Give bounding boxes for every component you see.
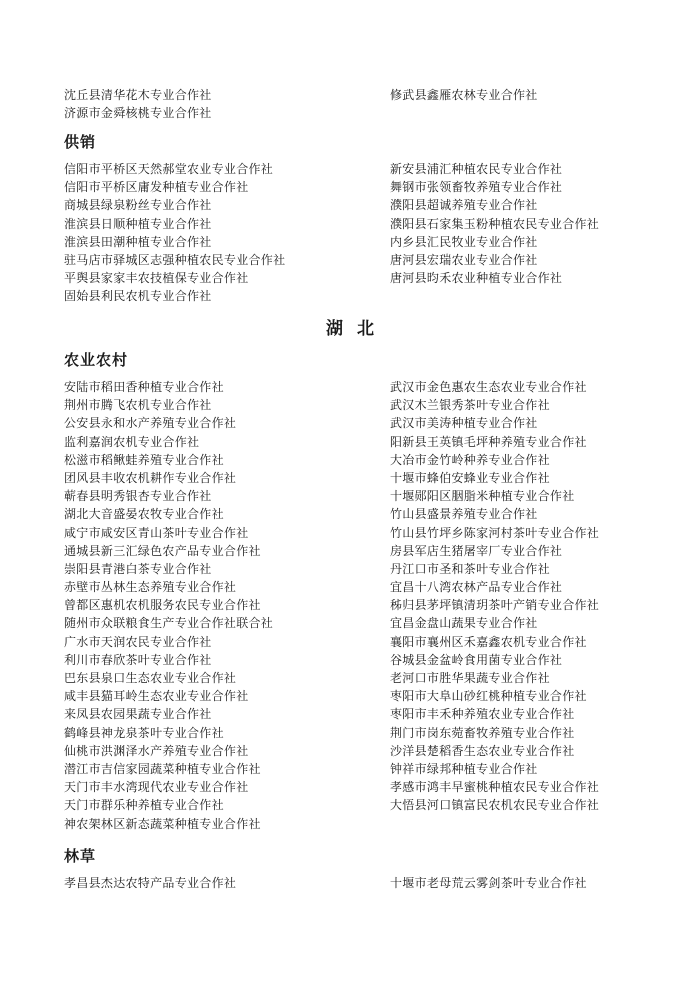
cooperative-name: 沙洋县楚稻香生态农业专业合作社 — [390, 743, 575, 758]
cooperative-name: 竹山县竹坪乡陈家河村茶叶专业合作社 — [390, 525, 600, 540]
cooperative-name: 咸丰县猫耳岭生态农业专业合作社 — [64, 689, 249, 704]
cooperative-name: 枣阳市丰禾种养殖农业专业合作社 — [390, 707, 575, 722]
cooperative-name: 通城县新三汇绿色农产品专业合作社 — [64, 543, 261, 558]
cooperative-name: 大冶市金竹岭种养专业合作社 — [390, 452, 550, 467]
cooperative-name: 天门市群乐种养植专业合作社 — [64, 798, 224, 813]
cooperative-name: 鹤峰县神龙泉茶叶专业合作社 — [64, 725, 224, 740]
cooperative-name: 十堰郧阳区胭脂米种植专业合作社 — [390, 489, 575, 504]
cooperative-name: 十堰市老母荒云雾剑茶叶专业合作社 — [390, 876, 587, 890]
cooperative-name: 仙桃市洪渊泽水产养殖专业合作社 — [64, 743, 249, 758]
cooperative-name: 荆门市岗东菀畜牧养殖专业合作社 — [390, 725, 575, 740]
column-left — [64, 86, 390, 122]
cooperative-name: 崇阳县青港白茶专业合作社 — [64, 561, 212, 576]
column-right — [390, 378, 644, 833]
cooperative-name: 咸宁市咸安区青山茶叶专业合作社 — [64, 525, 249, 540]
column-left — [64, 874, 390, 892]
cooperative-name: 枣阳市大阜山砂红桃种植专业合作社 — [390, 689, 587, 704]
cooperative-name: 阳新县王英镇毛坪种养殖专业合作社 — [390, 434, 587, 449]
cooperative-name: 随州市众联粮食生产专业合作社联合社 — [64, 616, 274, 631]
cooperative-name: 钟祥市绿邦种植专业合作社 — [390, 761, 538, 776]
cooperative-name: 曾都区惠机农机服务农民专业合作社 — [64, 598, 261, 613]
coop-list-top — [64, 86, 644, 122]
column-right — [390, 86, 644, 122]
cooperative-name: 沈丘县清华花木专业合作社 — [64, 88, 212, 102]
cooperative-name: 潜江市吉信家园蔬菜种植专业合作社 — [64, 761, 261, 776]
cooperative-name: 公安县永和水产养殖专业合作社 — [64, 416, 237, 431]
section-heading-forestry: 林草 — [64, 847, 97, 865]
cooperative-name: 濮阳县石家集玉粉种植农民专业合作社 — [390, 216, 600, 231]
cooperative-name: 来凤县农园果蔬专业合作社 — [64, 707, 212, 722]
cooperative-name: 十堰市蜂伯安蜂业专业合作社 — [390, 470, 550, 485]
cooperative-name: 信阳市平桥区天然郝堂农业专业合作社 — [64, 162, 274, 176]
cooperative-name: 淮滨县日顺种植专业合作社 — [64, 216, 212, 231]
cooperative-name: 宜昌金盘山蔬果专业合作社 — [390, 616, 538, 631]
cooperative-name: 信阳市平桥区庸发种植专业合作社 — [64, 180, 249, 195]
cooperative-name: 唐河县宏瑞农业专业合作社 — [390, 252, 538, 267]
cooperative-name: 老河口市胜华果蔬专业合作社 — [390, 671, 550, 685]
cooperative-name: 新安县浦汇种植农民专业合作社 — [390, 162, 563, 176]
cooperative-name: 巴东县泉口生态农业专业合作社 — [64, 671, 237, 685]
cooperative-name: 固始县利民农机专业合作社 — [64, 289, 212, 304]
cooperative-name: 大悟县河口镇富民农机农民专业合作社 — [390, 798, 600, 813]
cooperative-name: 团风县丰收农机耕作专业合作社 — [64, 470, 237, 485]
cooperative-name: 广水市天润农民专业合作社 — [64, 634, 212, 649]
cooperative-name: 孝感市鸿丰早蜜桃种植农民专业合作社 — [390, 780, 600, 795]
province-title: 湖北 — [326, 319, 388, 339]
cooperative-name: 修武县鑫雁农林专业合作社 — [390, 88, 538, 102]
cooperative-name: 武汉市美涛种植专业合作社 — [390, 416, 538, 431]
cooperative-name: 舞钢市张领畜牧养殖专业合作社 — [390, 180, 563, 195]
cooperative-name: 平舆县家家丰农技植保专业合作社 — [64, 271, 249, 286]
cooperative-name: 谷城县金盆岭食用菌专业合作社 — [390, 652, 563, 667]
cooperative-name: 驻马店市驿城区志强种植农民专业合作社 — [64, 252, 286, 267]
column-right — [390, 160, 644, 306]
cooperative-name: 宜昌十八湾农林产品专业合作社 — [390, 580, 563, 595]
cooperative-name: 丹江口市圣和茶叶专业合作社 — [390, 561, 550, 576]
cooperative-name: 监利嘉润农机专业合作社 — [64, 434, 200, 449]
coop-list-supply — [64, 160, 644, 306]
section-heading-agriculture: 农业农村 — [64, 351, 129, 369]
column-right — [390, 874, 644, 892]
cooperative-name: 利川市春欣茶叶专业合作社 — [64, 652, 212, 667]
cooperative-name: 武汉木兰银秀茶叶专业合作社 — [390, 398, 550, 413]
cooperative-name: 秭归县茅坪镇清玥茶叶产销专业合作社 — [390, 598, 600, 613]
coop-list-forestry — [64, 874, 644, 892]
cooperative-name: 赤壁市丛林生态养殖专业合作社 — [64, 580, 237, 595]
column-left — [64, 378, 390, 833]
cooperative-name: 济源市金舜核桃专业合作社 — [64, 106, 212, 121]
cooperative-name: 松滋市稻鳅蛙养殖专业合作社 — [64, 452, 224, 467]
cooperative-name: 武汉市金色惠农生态农业专业合作社 — [390, 380, 587, 394]
cooperative-name: 商城县绿泉粉丝专业合作社 — [64, 198, 212, 213]
cooperative-name: 内乡县汇民牧业专业合作社 — [390, 234, 538, 249]
coop-list-agriculture — [64, 378, 644, 833]
cooperative-name: 神农架林区新态蔬菜种植专业合作社 — [64, 816, 261, 831]
cooperative-name: 房县军店生猪屠宰厂专业合作社 — [390, 543, 563, 558]
cooperative-name: 濮阳县超诚养殖专业合作社 — [390, 198, 538, 213]
cooperative-name: 安陆市稻田香种植专业合作社 — [64, 380, 224, 394]
cooperative-name: 襄阳市襄州区禾嘉鑫农机专业合作社 — [390, 634, 587, 649]
cooperative-name: 天门市丰水湾现代农业专业合作社 — [64, 780, 249, 795]
cooperative-name: 荆州市腾飞农机专业合作社 — [64, 398, 212, 413]
cooperative-name: 淮滨县田潮种植专业合作社 — [64, 234, 212, 249]
column-left — [64, 160, 390, 306]
cooperative-name: 孝昌县杰达农特产品专业合作社 — [64, 876, 237, 890]
cooperative-name: 唐河县昀禾农业种植专业合作社 — [390, 271, 563, 286]
section-heading-supply: 供销 — [64, 133, 97, 151]
cooperative-name: 湖北大音盛晏农牧专业合作社 — [64, 507, 224, 522]
cooperative-name: 竹山县盛景养殖专业合作社 — [390, 507, 538, 522]
cooperative-name: 蕲春县明秀银杏专业合作社 — [64, 489, 212, 504]
